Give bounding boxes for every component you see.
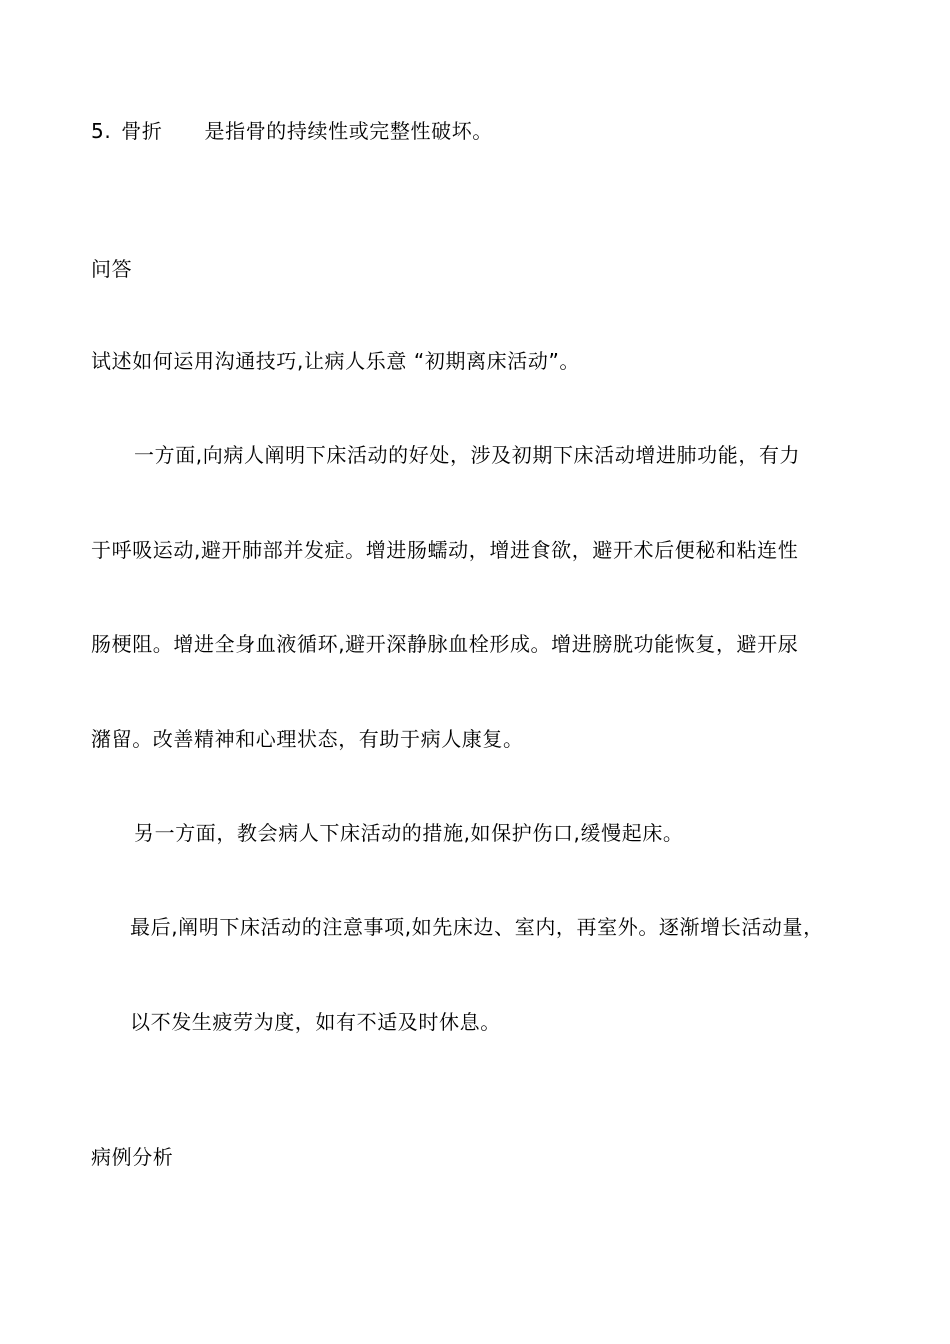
definition-text: 是指骨的持续性或完整性破坏。 <box>204 119 493 143</box>
answer-line-4: 潴留。改善精神和心理状态，有助于病人康复。 <box>91 727 524 751</box>
answer-line-5: 另一方面，教会病人下床活动的措施,如保护伤口,缓慢起床。 <box>134 821 684 845</box>
definition-line <box>91 117 493 145</box>
answer-line-7: 以不发生疲劳为度，如有不适及时休息。 <box>130 1010 501 1034</box>
answer-line-6: 最后,阐明下床活动的注意事项,如先床边、室内，再室外。逐渐增长活动量， <box>130 915 824 939</box>
answer-line-3: 肠梗阻。增进全身血液循环,避开深静脉血栓形成。增进膀胱功能恢复，避开尿 <box>91 632 799 656</box>
case-analysis-heading: 病例分析 <box>91 1145 174 1169</box>
item-number: 5. <box>91 119 112 143</box>
question-text: 试述如何运用沟通技巧,让病人乐意 “初期离床活动”。 <box>91 349 581 373</box>
answer-line-1: 一方面,向病人阐明下床活动的好处，涉及初期下床活动增进肺功能，有力 <box>134 443 801 467</box>
definition-term: 骨折 <box>121 119 163 143</box>
answer-line-2: 于呼吸运动,避开肺部并发症。增进肠蠕动，增进食欲，避开术后便秘和粘连性 <box>91 538 799 562</box>
qa-heading: 问答 <box>91 257 133 281</box>
